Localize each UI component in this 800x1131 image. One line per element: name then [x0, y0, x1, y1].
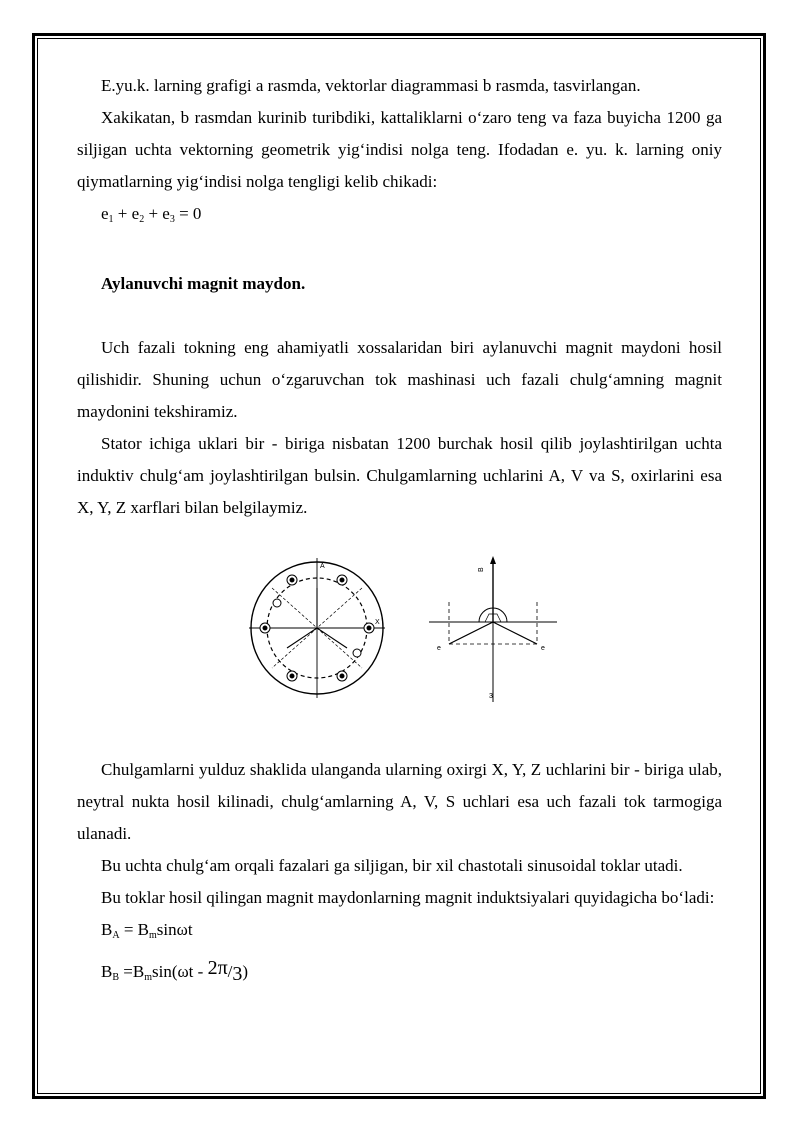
- svg-text:B: B: [478, 567, 485, 572]
- paragraph-4: Stator ichiga uklari bir - biriga nisbatan 1200 burchak hosil qilib joylashtirilgan uchta induktiv chulg‘am joylashtirilgan bulsin. Chulgamlarning uchlarini A, V va S, oxirlarini esa X, Y, Z xarflari bilan belgilaymiz.: [77, 434, 722, 517]
- paragraph-5: Chulgamlarni yulduz shaklida ulanganda ularning oxirgi X, Y, Z uchlarini bir - biriga ulab, neytral nukta hosil kilinadi, chulg‘amlarning A, V, S uchlari esa uch fazali tok tarmogiga ulanadi.: [77, 760, 722, 843]
- svg-text:X: X: [375, 619, 380, 626]
- svg-text:A: A: [320, 563, 325, 570]
- paragraph-7: Bu toklar hosil qilingan magnit maydonlarning magnit induktsiyalari quyidagicha bo‘ladi:: [101, 888, 715, 907]
- svg-text:e: e: [541, 645, 545, 652]
- figure-row: [77, 534, 722, 754]
- paragraph-2: Xakikatan, b rasmdan kurinib turibdiki, kattaliklarni o‘zaro teng va faza buyicha 1200 ga siljigan uchta vektorning geometrik yig‘indisi nolga teng. Ifodadan e. yu. k. larning oniy qiymatlarning yig‘indisi nolga tengligi kelib chikadi:: [77, 108, 722, 191]
- paragraph-6: Bu uchta chulg‘am orqali fazalari ga siljigan, bir xil chastotali sinusoidal toklar utadi.: [101, 856, 683, 875]
- paragraph-1: E.yu.k. larning grafigi a rasmda, vektorlar diagrammasi b rasmda, tasvirlangan.: [101, 76, 641, 95]
- formula-bb: $B_B =B_m\sin(\omega t - 2\pi/3)$: [101, 957, 249, 985]
- vector-diagram: [429, 552, 557, 702]
- stator-winding-diagram: [247, 558, 387, 698]
- section-heading: Aylanuvchi magnit maydon.: [101, 274, 306, 293]
- document-body: [77, 70, 722, 994]
- svg-text:e: e: [437, 645, 441, 652]
- formula-emf-sum: $e_1 + e_2 + e_3 = 0$: [101, 204, 202, 225]
- formula-ba: $B_A = B_m\sin\omega t$: [101, 920, 193, 941]
- paragraph-3: Uch fazali tokning eng ahamiyatli xossalaridan biri aylanuvchi magnit maydoni hosil qilishidir. Shuning uchun o‘zgaruvchan tok mashinasi uch fazali chulg‘amning magnit maydonini tekshiramiz.: [77, 338, 722, 421]
- svg-text:3: 3: [489, 693, 493, 700]
